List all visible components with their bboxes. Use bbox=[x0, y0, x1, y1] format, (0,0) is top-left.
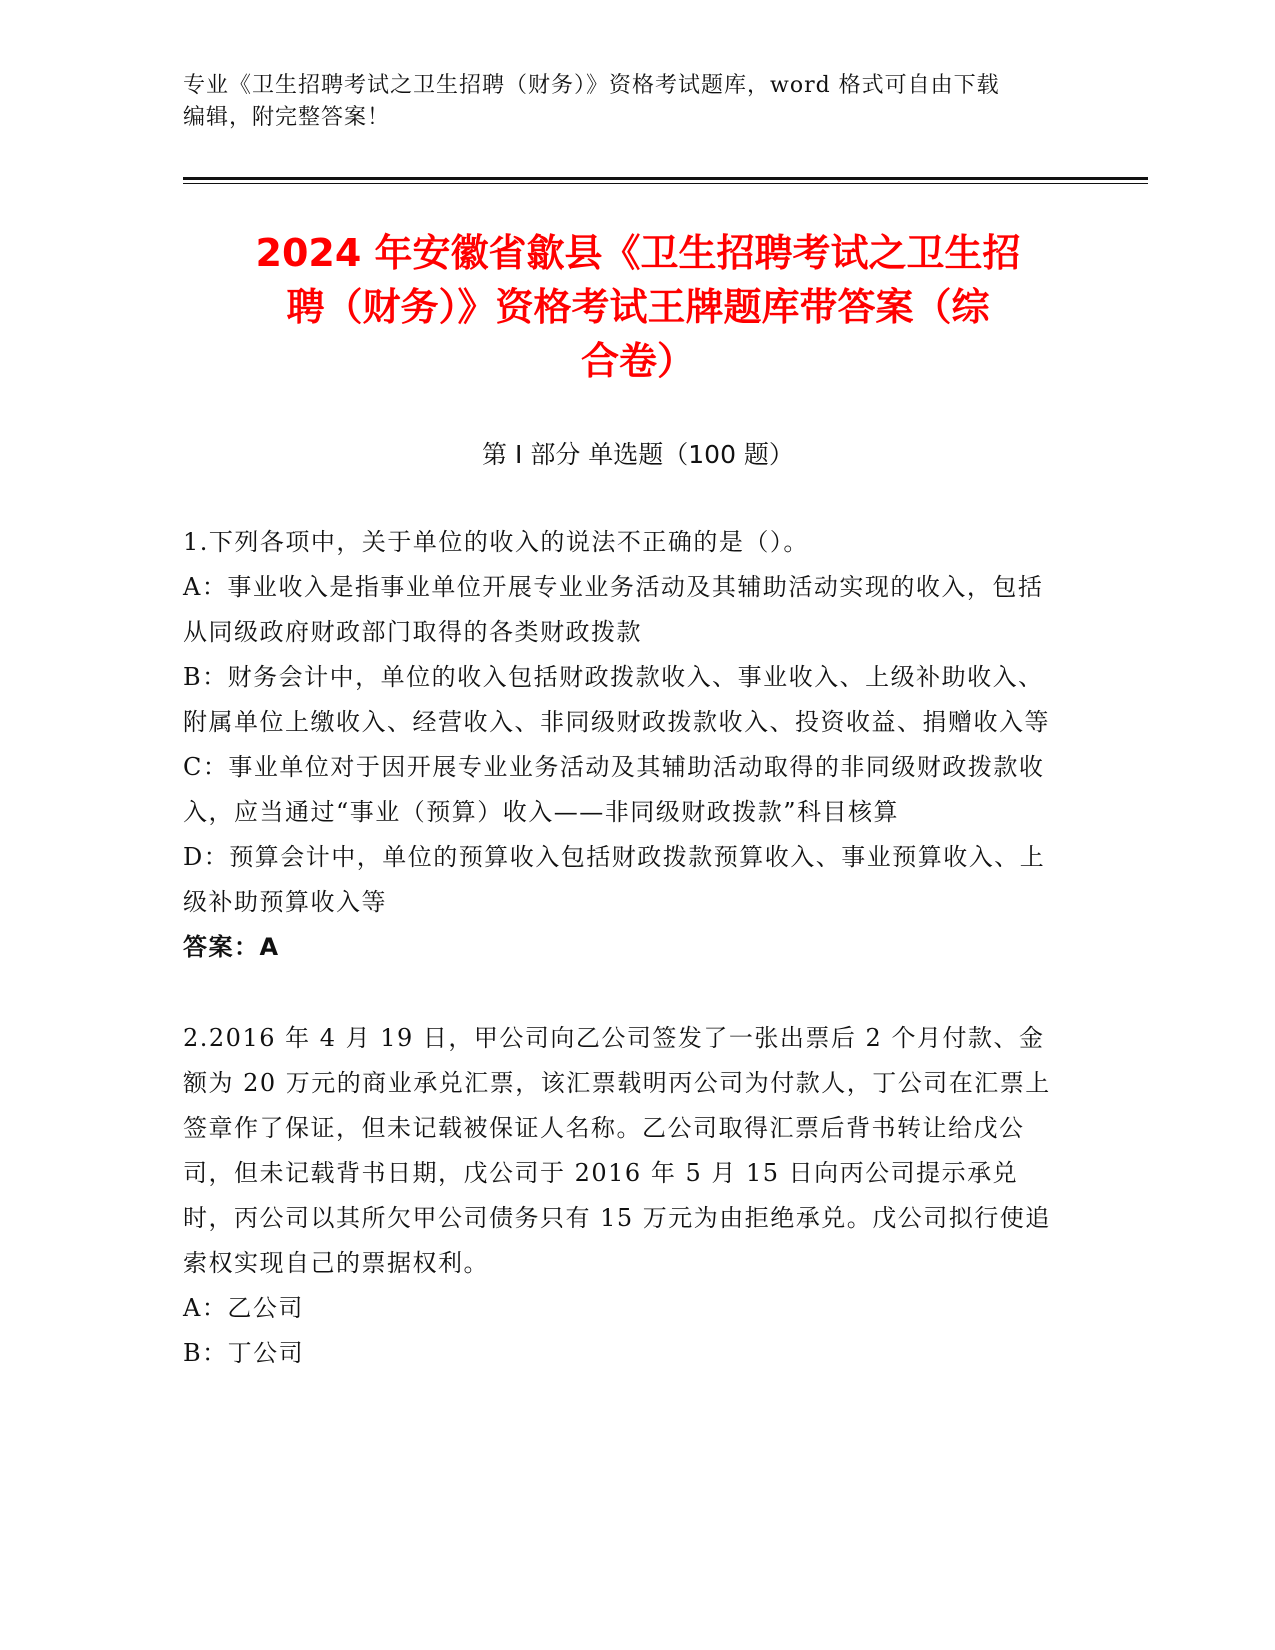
title-line-3: 合卷） bbox=[580, 339, 695, 383]
option-a: A：乙公司 bbox=[183, 1294, 304, 1322]
option-b: B：丁公司 bbox=[183, 1339, 305, 1367]
header-rule-thin bbox=[183, 183, 1148, 184]
page-header bbox=[183, 70, 1063, 134]
question-2 bbox=[183, 1016, 1063, 1376]
document-title bbox=[183, 226, 1093, 388]
title-line-1: 2024 年安徽省歙县《卫生招聘考试之卫生招 bbox=[255, 231, 1021, 275]
title-line-2: 聘（财务）》资格考试王牌题库带答案（综 bbox=[286, 285, 990, 329]
option-d: D：预算会计中，单位的预算收入包括财政拨款预算收入、事业预算收入、上级补助预算收入等 bbox=[183, 843, 1046, 916]
header-rule-thick bbox=[183, 177, 1148, 180]
section-heading: 第 I 部分 单选题（100 题） bbox=[482, 440, 794, 469]
option-b: B：财务会计中，单位的收入包括财政拨款收入、事业收入、上级补助收入、附属单位上缴收入、经营收入、非同级财政拨款收入、投资收益、捐赠收入等 bbox=[183, 663, 1050, 736]
header-line-2: 编辑，附完整答案！ bbox=[183, 105, 391, 130]
question-stem: 2.2016 年 4 月 19 日，甲公司向乙公司签发了一张出票后 2 个月付款、金额为 20 万元的商业承兑汇票，该汇票载明丙公司为付款人，丁公司在汇票上签章作了保证，但未记载被保证人名称。乙公司取得汇票后背书转让给戊公司，但未记载背书日期，戊公司于 2016 年 5 月 15 日向丙公司提示承兑时，丙公司以其所欠甲公司债务只有 15 万元为由拒绝承兑。戊公司拟行使追索权实现自己的票据权利。 bbox=[183, 1024, 1051, 1277]
header-line-1: 专业《卫生招聘考试之卫生招聘（财务）》资格考试题库，word 格式可自由下载 bbox=[183, 73, 1000, 98]
question-1 bbox=[183, 520, 1063, 970]
question-spacer bbox=[183, 970, 1063, 1016]
option-a: A：事业收入是指事业单位开展专业业务活动及其辅助活动实现的收入，包括从同级政府财政部门取得的各类财政拨款 bbox=[183, 573, 1044, 646]
question-list bbox=[183, 520, 1063, 1376]
answer: 答案：A bbox=[183, 933, 280, 961]
option-c: C：事业单位对于因开展专业业务活动及其辅助活动取得的非同级财政拨款收入，应当通过“事业（预算）收入——非同级财政拨款”科目核算 bbox=[183, 753, 1045, 826]
question-stem: 1.下列各项中，关于单位的收入的说法不正确的是（）。 bbox=[183, 528, 809, 556]
